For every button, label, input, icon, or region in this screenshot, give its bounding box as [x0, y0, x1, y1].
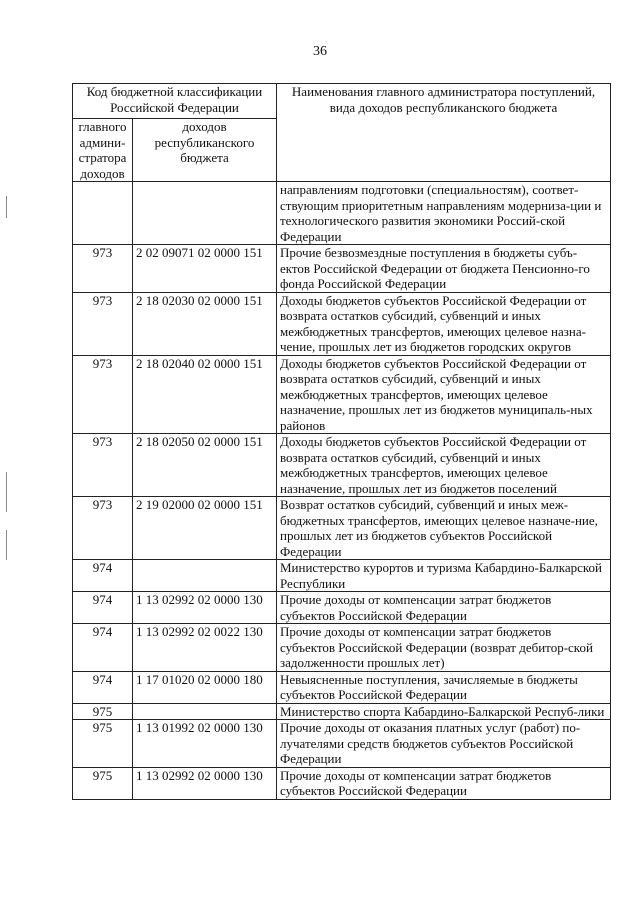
scan-margin-mark	[6, 196, 7, 218]
revenue-name-cell: Прочие доходы от компенсации затрат бюджетов субъектов Российской Федерации (возврат дебитор-ской задолженности прошлых лет)	[277, 624, 611, 672]
revenue-name-cell: Министерство курортов и туризма Кабардино-Балкарской Республики	[277, 560, 611, 592]
header-revenue-code: доходов республиканского бюджета	[133, 119, 277, 182]
revenue-code-cell: 2 18 02050 02 0000 151	[133, 434, 277, 497]
revenue-code-cell: 2 18 02040 02 0000 151	[133, 355, 277, 434]
revenue-name-cell: Прочие доходы от компенсации затрат бюджетов субъектов Российской Федерации	[277, 767, 611, 799]
revenue-code-cell	[133, 182, 277, 245]
table-row	[73, 292, 611, 355]
revenue-code-cell	[133, 560, 277, 592]
revenue-code-cell: 1 17 01020 02 0000 180	[133, 671, 277, 703]
administrator-code-cell: 974	[73, 592, 133, 624]
revenue-name-cell: Доходы бюджетов субъектов Российской Федерации от возврата остатков субсидий, субвенций и иных межбюджетных трансфертов, имеющих целевое назначение, прошлых лет из бюджетов поселений	[277, 434, 611, 497]
table-body	[73, 182, 611, 800]
header-classification-code: Код бюджетной классификации Российской Федерации	[73, 84, 277, 119]
table-row	[73, 182, 611, 245]
table-row	[73, 720, 611, 768]
table-row	[73, 592, 611, 624]
revenue-code-cell: 1 13 02992 02 0022 130	[133, 624, 277, 672]
revenue-name-cell: Невыясненные поступления, зачисляемые в бюджеты субъектов Российской Федерации	[277, 671, 611, 703]
administrator-code-cell: 973	[73, 497, 133, 560]
table-row	[73, 703, 611, 720]
table-row	[73, 560, 611, 592]
administrator-code-cell	[73, 182, 133, 245]
revenue-name-cell: направлениям подготовки (специальностям), соответ-ствующим приоритетным направлениям модерниза-ции и технологического развития экономики Россий-ской Федерации	[277, 182, 611, 245]
revenue-name-cell: Доходы бюджетов субъектов Российской Федерации от возврата остатков субсидий, субвенций и иных межбюджетных трансфертов, имеющих целевое назна-чение, прошлых лет из бюджетов городских округов	[277, 292, 611, 355]
revenue-code-cell: 1 13 01992 02 0000 130	[133, 720, 277, 768]
administrator-code-cell: 973	[73, 292, 133, 355]
administrator-code-cell: 975	[73, 767, 133, 799]
administrator-code-cell: 974	[73, 624, 133, 672]
revenue-name-cell: Прочие безвозмездные поступления в бюджеты субъ-ектов Российской Федерации от бюджета Пенсионно-го фонда Российской Федерации	[277, 245, 611, 293]
page-number: 36	[313, 44, 327, 59]
scan-margin-mark	[6, 530, 7, 560]
administrator-code-cell: 975	[73, 720, 133, 768]
table-row	[73, 624, 611, 672]
administrator-code-cell: 973	[73, 434, 133, 497]
table-row	[73, 434, 611, 497]
revenue-code-cell	[133, 703, 277, 720]
table-row	[73, 497, 611, 560]
revenue-name-cell: Доходы бюджетов субъектов Российской Федерации от возврата остатков субсидий, субвенций и иных межбюджетных трансфертов, имеющих целевое назначение, прошлых лет из бюджетов муниципаль-ных районов	[277, 355, 611, 434]
table-row	[73, 767, 611, 799]
revenue-code-cell: 2 02 09071 02 0000 151	[133, 245, 277, 293]
administrator-code-cell: 973	[73, 355, 133, 434]
revenue-name-cell: Возврат остатков субсидий, субвенций и иных меж-бюджетных трансфертов, имеющих целевое назначе-ние, прошлых лет из бюджетов субъектов Российской Федерации	[277, 497, 611, 560]
revenue-name-cell: Прочие доходы от оказания платных услуг (работ) по-лучателями средств бюджетов субъектов Российской Федерации	[277, 720, 611, 768]
administrator-code-cell: 974	[73, 671, 133, 703]
budget-classification-table	[72, 83, 611, 800]
revenue-name-cell: Прочие доходы от компенсации затрат бюджетов субъектов Российской Федерации	[277, 592, 611, 624]
administrator-code-cell: 975	[73, 703, 133, 720]
table-row	[73, 355, 611, 434]
header-main-administrator: главного админи-стратора доходов	[73, 119, 133, 182]
scan-margin-mark	[6, 472, 7, 512]
revenue-code-cell: 1 13 02992 02 0000 130	[133, 767, 277, 799]
revenue-code-cell: 2 19 02000 02 0000 151	[133, 497, 277, 560]
revenue-code-cell: 2 18 02030 02 0000 151	[133, 292, 277, 355]
revenue-code-cell: 1 13 02992 02 0000 130	[133, 592, 277, 624]
revenue-name-cell: Министерство спорта Кабардино-Балкарской Респуб-лики	[277, 703, 611, 720]
administrator-code-cell: 974	[73, 560, 133, 592]
table-row	[73, 671, 611, 703]
table-row	[73, 245, 611, 293]
administrator-code-cell: 973	[73, 245, 133, 293]
header-administrator-name: Наименования главного администратора поступлений, вида доходов республиканского бюджета	[277, 84, 611, 182]
